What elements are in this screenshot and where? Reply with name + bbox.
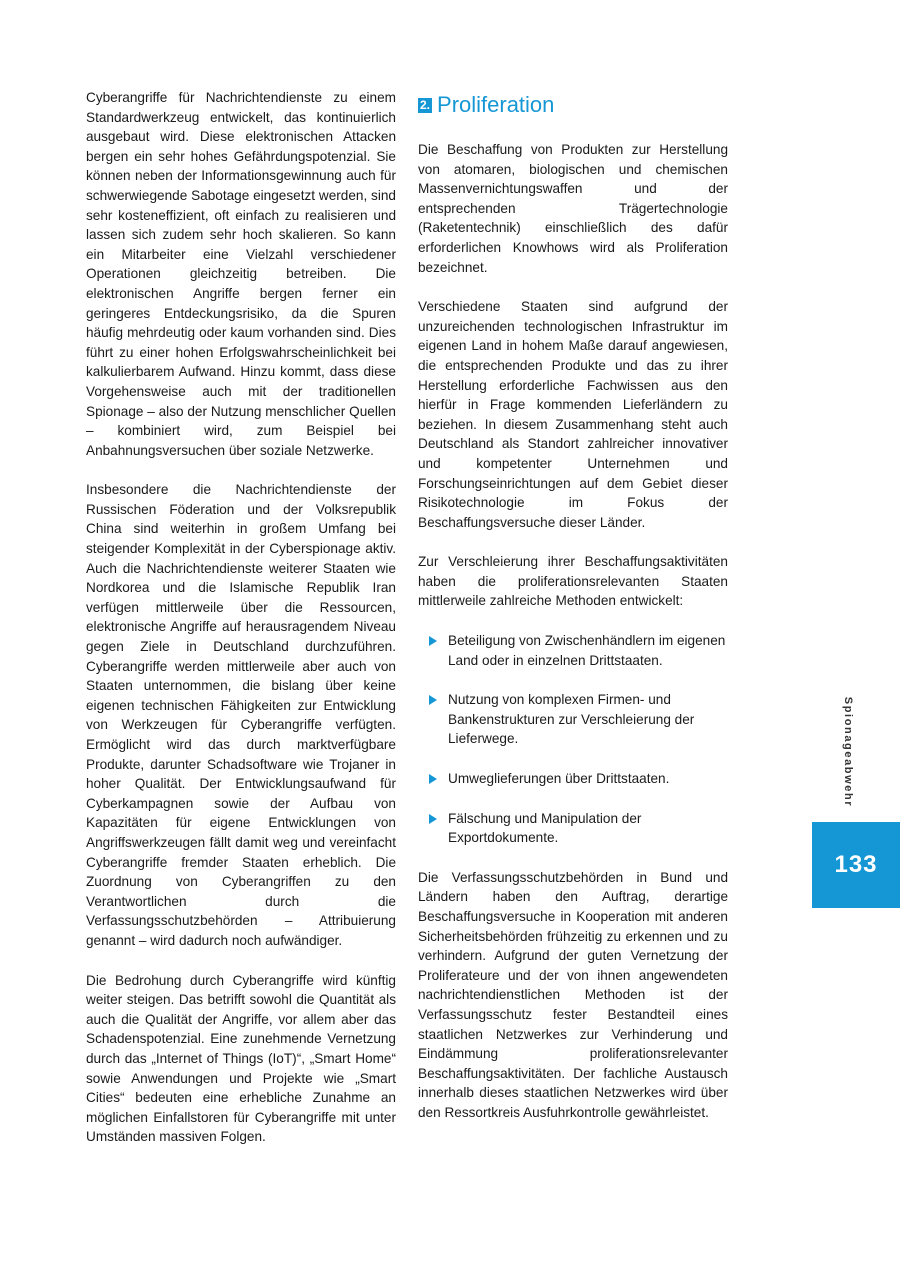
section-heading: [418, 92, 728, 118]
list-item: [418, 690, 728, 749]
chapter-side-label: Spionageabwehr: [842, 696, 854, 808]
methods-list: [418, 631, 728, 848]
list-item-text: Fälschung und Manipulation der Exportdokumente.: [448, 810, 642, 846]
page-number: 133: [812, 822, 900, 908]
arrow-bullet-icon: [429, 774, 437, 784]
arrow-bullet-icon: [429, 814, 437, 824]
body-paragraph: Die Verfassungsschutzbehörden in Bund und Ländern haben den Auftrag, derartige Beschaffungsversuche in Kooperation mit anderen Sicherheitsbehörden frühzeitig zu erkennen und zu verhindern. Aufgrund der guten Vernetzung der Proliferateure und der von ihnen angewendeten nachrichtendienstlichen Methoden ist der Verfassungsschutz fester Bestandteil eines staatlichen Netzwerkes zur Verhinderung und Eindämmung proliferationsrelevanter Beschaffungsaktivitäten. Der fachliche Austausch innerhalb dieses staatlichen Netzwerkes wird über den Ressortkreis Ausfuhrkontrolle gewährleistet.: [418, 869, 728, 1120]
body-paragraph: Insbesondere die Nachrichtendienste der Russischen Föderation und der Volksrepublik China sind weiterhin in großem Umfang bei steigender Komplexität in der Cyberspionage aktiv. Auch die Nachrichtendienste weiterer Staaten wie Nordkorea und die Islamische Republik Iran verfügen mittlerweile über die Ressourcen, elektronische Angriffe auf herausragendem Niveau gegen Ziele in Deutschland durchzuführen. Cyberangriffe werden mittlerweile aber auch von Staaten unternommen, die bislang über keine eigenen technischen Fähigkeiten zur Entwicklung von Werkzeugen für Cyberangriffe verfügten. Ermöglicht wird das durch marktverfügbare Produkte, darunter Schadsoftware wie Trojaner in hoher Qualität. Der Entwicklungsaufwand für Cyberkampagnen sowie der Aufbau von Kapazitäten für eigene Entwicklungen von Angriffswerkzeugen fällt damit weg und vereinfacht Cyberangriffe fremder Staaten erheblich. Die Zuordnung von Cyberangriffen zu den Verantwortlichen durch die Verfassungsschutzbehörden – Attribuierung genannt – wird dadurch noch aufwändiger.: [86, 482, 396, 948]
list-item: [418, 769, 728, 789]
list-item-text: Nutzung von komplexen Firmen- und Bankenstrukturen zur Verschleierung der Lieferwege.: [448, 692, 695, 747]
list-item-text: Umweglieferungen über Drittstaaten.: [448, 771, 670, 787]
section-number-badge: 2.: [420, 97, 431, 112]
list-item: [418, 631, 728, 670]
section-title: Proliferation: [437, 92, 555, 117]
body-paragraph: Cyberangriffe für Nachrichtendienste zu einem Standardwerkzeug entwickelt, das kontinuierlich ausgebaut wird. Diese elektronischen Attacken bergen ein sehr hohes Gefährdungspotenzial. Sie können neben der Informationsgewinnung auch für schwerwiegende Sabotage eingesetzt werden, sind sehr kosteneffizient, oft einfach zu realisieren und lassen sich zudem sehr hoch skalieren. So kann ein Mitarbeiter eine Vielzahl verschiedener Operationen gleichzeitig betreiben. Die elektronischen Angriffe bergen ferner ein geringeres Entdeckungsrisiko, da die Spuren häufig mehrdeutig oder kaum vorhanden sind. Dies führt zu einer hohen Erfolgswahrscheinlichkeit bei kalkulierbarem Aufwand. Hinzu kommt, dass diese Vorgehensweise auch mit der traditionellen Spionage – also der Nutzung menschlicher Quellen – kombiniert wird, zum Beispiel bei Anbahnungsversuchen über soziale Netzwerke.: [86, 90, 396, 458]
body-paragraph: Die Bedrohung durch Cyberangriffe wird künftig weiter steigen. Das betrifft sowohl die Quantität als auch die Qualität der Angriffe, vor allem aber das Schadenspotenzial. Eine zunehmende Vernetzung durch das „Internet of Things (IoT)“, „Smart Home“ sowie Anwendungen und Projekte wie „Smart Cities“ bedeuten eine erhebliche Zunahme an möglichen Einfallstoren für Cyberangriffe mit unter Umständen massiven Folgen.: [86, 972, 396, 1145]
list-item: [418, 809, 728, 848]
body-paragraph: Verschiedene Staaten sind aufgrund der unzureichenden technologischen Infrastruktur im eigenen Land in hohem Maße darauf angewiesen, die entsprechenden Produkte und das zu ihrer Herstellung erforderliche Fachwissen aus den hierfür in Frage kommenden Lieferländern zu beziehen. In diesem Zusammenhang steht auch Deutschland als Standort zahlreicher innovativer und kompetenter Unternehmen und Forschungseinrichtungen auf dem Gebiet dieser Risikotechnologie im Fokus der Beschaffungsversuche dieser Länder.: [418, 299, 728, 530]
body-paragraph: Zur Verschleierung ihrer Beschaffungsaktivitäten haben die proliferationsrelevanten Staaten mittlerweile zahlreiche Methoden entwickelt:: [418, 554, 728, 609]
left-column: [86, 88, 396, 1167]
arrow-bullet-icon: [429, 636, 437, 646]
arrow-bullet-icon: [429, 695, 437, 705]
list-item-text: Beteiligung von Zwischenhändlern im eigenen Land oder in einzelnen Drittstaaten.: [448, 633, 726, 668]
right-column: [418, 92, 728, 1143]
body-paragraph: Die Beschaffung von Produkten zur Herstellung von atomaren, biologischen und chemischen Massenvernichtungswaffen und der entsprechenden Trägertechnologie (Raketentechnik) einschließlich des dafür erforderlichen Knowhows wird als Proliferation bezeichnet.: [418, 142, 728, 275]
